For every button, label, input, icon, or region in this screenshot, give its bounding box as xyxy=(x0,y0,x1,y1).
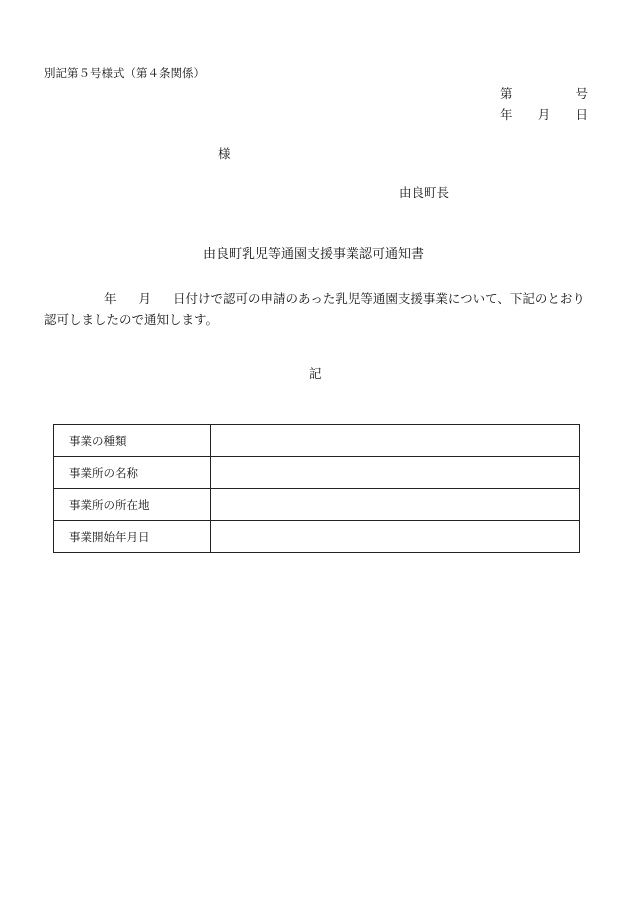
document-number-prefix: 第 xyxy=(500,86,513,101)
document-number-suffix: 号 xyxy=(575,86,588,101)
document-number-block xyxy=(500,88,588,130)
table-row xyxy=(54,425,580,457)
row-label-business-type: 事業の種類 xyxy=(54,425,211,457)
body-year: 年 xyxy=(104,291,117,306)
addressee-honorific: 様 xyxy=(218,146,231,161)
table-row xyxy=(54,457,580,489)
notice-body-line-1 xyxy=(44,288,589,309)
details-table xyxy=(53,424,580,553)
date-day: 日 xyxy=(575,107,588,122)
row-label-facility-address: 事業所の所在地 xyxy=(54,489,211,521)
date-year: 年 xyxy=(500,107,513,122)
table-row xyxy=(54,489,580,521)
document-number xyxy=(500,88,588,109)
issuer-name: 由良町長 xyxy=(399,185,450,200)
notice-body xyxy=(44,288,589,330)
row-label-facility-name: 事業所の名称 xyxy=(54,457,211,489)
row-value-business-type xyxy=(211,425,580,457)
body-month: 月 xyxy=(138,291,152,306)
document-title: 由良町乳児等通園支援事業認可通知書 xyxy=(203,247,425,262)
form-reference: 別記第５号様式（第４条関係） xyxy=(44,66,205,80)
row-value-facility-name xyxy=(211,457,580,489)
notice-body-line-2: 認可しましたので通知します。 xyxy=(44,312,219,327)
ki-heading: 記 xyxy=(309,366,322,381)
row-value-start-date xyxy=(211,521,580,553)
table-row xyxy=(54,521,580,553)
body-line1-rest: 日付けで認可の申請のあった乳児等通園支援事業について、下記のとおり xyxy=(173,291,585,306)
date-month: 月 xyxy=(537,107,551,122)
document-date xyxy=(500,109,588,130)
row-value-facility-address xyxy=(211,489,580,521)
row-label-start-date: 事業開始年月日 xyxy=(54,521,211,553)
